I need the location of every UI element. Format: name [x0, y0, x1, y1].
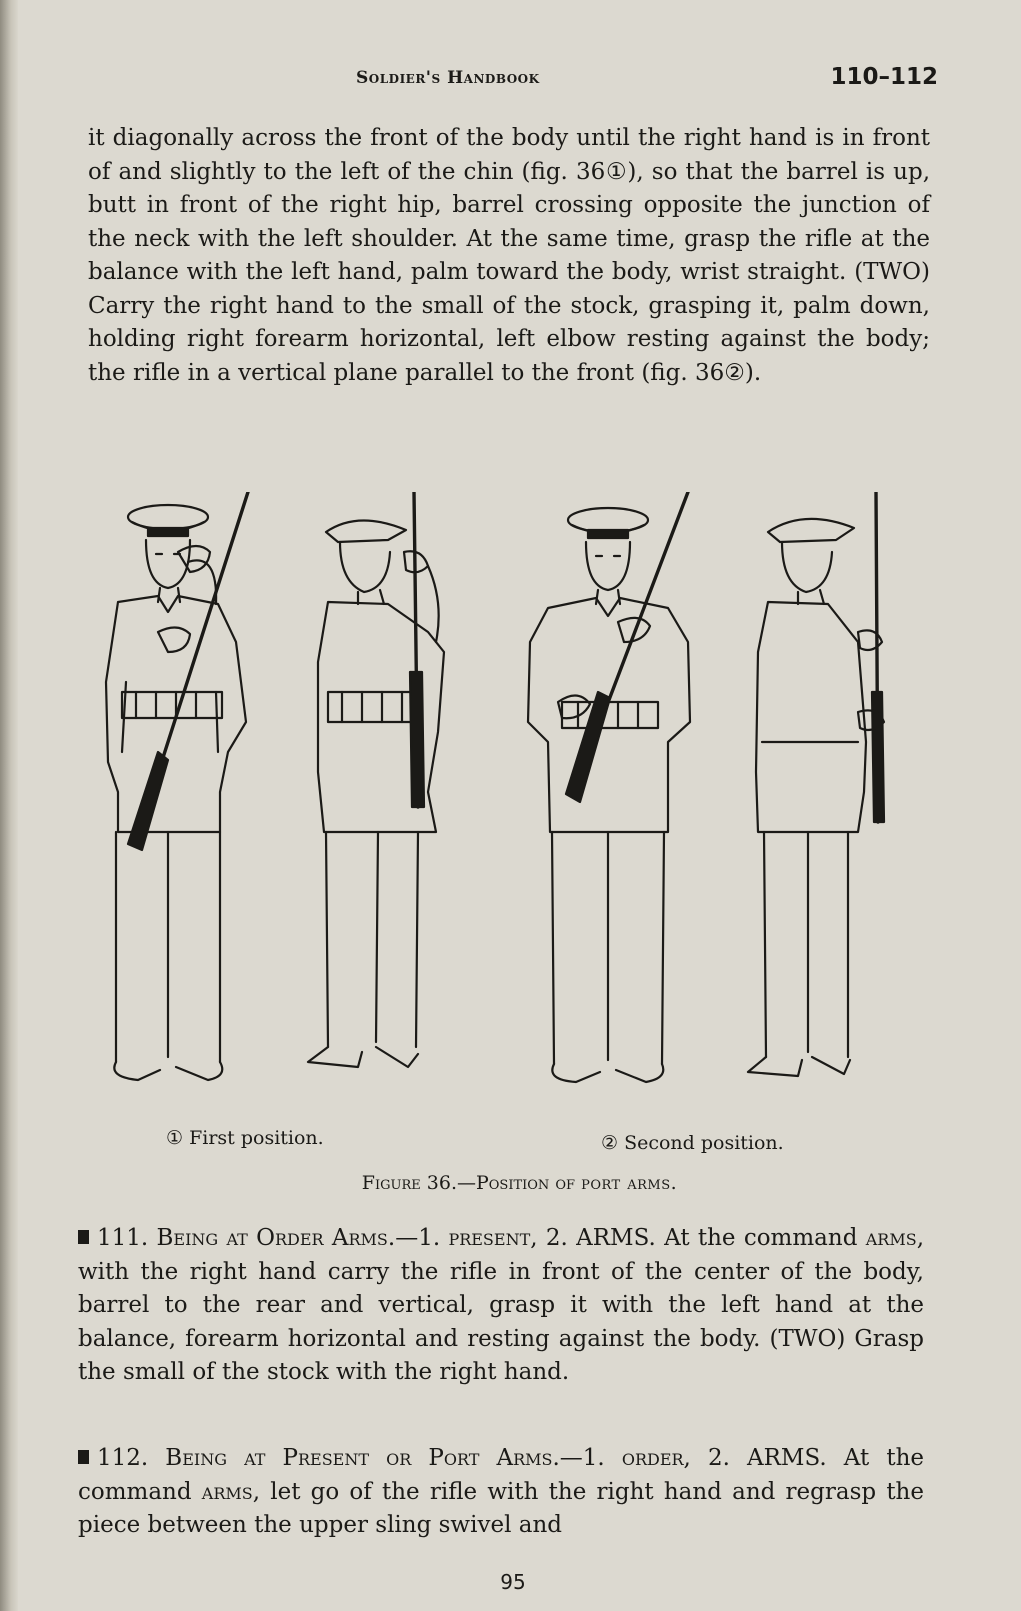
paragraph-111 — [78, 1222, 924, 1390]
paragraph-112-heading: 112. Being at Present or Port Arms.—1. — [97, 1445, 622, 1471]
paragraph-112-text-a: At the command — [78, 1445, 924, 1505]
soldier-first-position-front — [106, 492, 248, 1080]
figure-title-prefix: Figure 36.—Position of — [361, 1172, 582, 1194]
paragraph-111-heading: 111. Being at Order Arms.—1. — [97, 1225, 449, 1251]
paragraph-112-mid: , 2. ARMS. — [683, 1445, 827, 1471]
paragraph-111-command-2: arms — [865, 1225, 917, 1251]
caption-first-position: ① First position. — [166, 1127, 324, 1149]
paragraph-111-text-b: , with the right hand carry the rifle in front of the center of the body, barrel to the rear and vertical, grasp it with the left hand at the balance, forearm horizontal and resting against the body. (TWO) Grasp the small of the stock with the right hand. — [78, 1225, 924, 1385]
page-header — [356, 64, 938, 94]
paragraph-112-text-b: , let go of the rifle with the right hand and regrasp the piece between the upper sling swivel and — [78, 1478, 924, 1538]
running-head: Soldier's Handbook — [356, 68, 540, 88]
section-bullet-icon — [78, 1230, 89, 1244]
soldier-first-position-side — [308, 492, 444, 1067]
paragraph-111-text-a: At the command — [655, 1225, 866, 1251]
paragraph-112-command-1: order — [621, 1445, 684, 1471]
soldier-second-position-side — [748, 492, 884, 1076]
paragraph-111-command-1: present — [448, 1225, 531, 1251]
soldier-second-position-front — [528, 492, 690, 1082]
paragraph-112 — [78, 1442, 924, 1543]
figure-title-smallcaps: port arms. — [581, 1172, 678, 1194]
paragraph-111-mid: , 2. ARMS. — [530, 1225, 656, 1251]
caption-second-position: ② Second position. — [601, 1132, 784, 1154]
page-number: 95 — [500, 1570, 526, 1594]
paragraph-112-command-2: arms — [201, 1478, 253, 1505]
section-range: 110–112 — [830, 64, 938, 90]
continuation-paragraph: it diagonally across the front of the body until the right hand is in front of and slightly to the left of the chin (fig. 36①), so that the barrel is up, butt in front of the right hip, barrel crossing opposite the junction of the neck with the left shoulder. At the same time, grasp the rifle at the balance with the left hand, palm toward the body, wrist straight. (TWO) Carry the right hand to the small of the stock, grasping it, palm down, holding right forearm horizontal, left elbow resting against the body; the rifle in a vertical plane parallel to the front (fig. 36②). — [88, 125, 930, 386]
section-bullet-icon — [78, 1450, 89, 1464]
book-page — [18, 0, 1021, 1611]
figure-title — [18, 1172, 1021, 1194]
figure-36-illustration — [98, 492, 928, 1122]
page-binding-edge — [0, 0, 18, 1611]
